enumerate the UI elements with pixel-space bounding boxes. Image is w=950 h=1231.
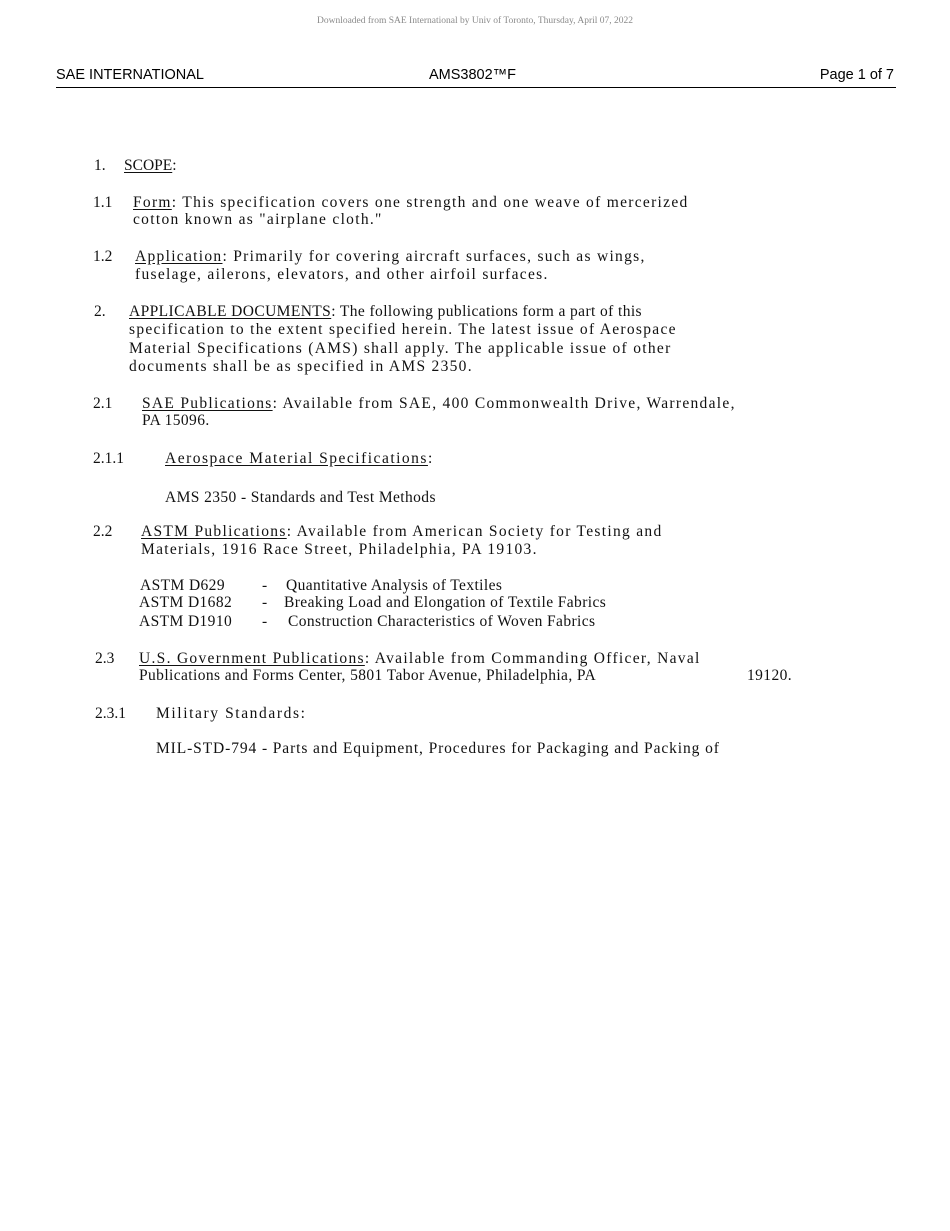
section-colon: : (172, 157, 177, 174)
paragraph-line: Material Specifications (AMS) shall apply. The applicable issue of other (129, 340, 672, 357)
astm-dash: - (262, 594, 269, 611)
header-doc-id: AMS3802™F (429, 67, 517, 83)
section-title: Application (135, 248, 223, 265)
section-number: 2.2 (93, 523, 113, 540)
paragraph-line: PA 15096. (142, 412, 210, 429)
astm-description: Breaking Load and Elongation of Textile Fabrics (284, 594, 607, 611)
section-title: SCOPE (124, 157, 173, 174)
astm-dash: - (262, 577, 269, 594)
paragraph-sae-publications (142, 395, 736, 413)
section-number: 2.1.1 (93, 450, 124, 467)
section-title: APPLICABLE DOCUMENTS (129, 303, 332, 320)
paragraph-line: : Available from SAE, 400 Commonwealth Drive, Warrendale, (272, 395, 736, 412)
paragraph-line: specification to the extent specified herein. The latest issue of Aerospace (129, 321, 677, 338)
paragraph-line: Materials, 1916 Race Street, Philadelphia, PA 19103. (141, 541, 538, 558)
paragraph-form (133, 194, 689, 212)
section-title: SAE Publications (142, 395, 273, 412)
section-number: 1.2 (93, 248, 113, 265)
paragraph-government-publications (139, 650, 701, 668)
document-list-item: AMS 2350 - Standards and Test Methods (165, 489, 436, 506)
subsection-heading-military-standards: Military Standards: (156, 705, 307, 722)
paragraph-astm-publications (141, 523, 663, 541)
paragraph-line: Publications and Forms Center, 5801 Tabor Avenue, Philadelphia, PA (139, 667, 597, 684)
section-number: 1.1 (93, 194, 113, 211)
header-rule (56, 87, 896, 88)
astm-dash: - (262, 613, 269, 630)
astm-code: ASTM D629 (140, 577, 225, 594)
subsection-heading-ams (165, 450, 434, 468)
paragraph-line: : Available from Commanding Officer, Naval (364, 650, 701, 667)
section-number: 2. (94, 303, 106, 320)
paragraph-line: : This specification covers one strength and one weave of mercerized (171, 194, 689, 211)
paragraph-line: : Available from American Society for Testing and (286, 523, 663, 540)
section-title: U.S. Government Publications (139, 650, 365, 667)
section-number: 1. (94, 157, 106, 174)
document-list-item: MIL-STD-794 - Parts and Equipment, Procedures for Packaging and Packing of (156, 740, 720, 757)
section-number: 2.3.1 (95, 705, 126, 722)
download-watermark: Downloaded from SAE International by Univ of Toronto, Thursday, April 07, 2022 (316, 16, 634, 26)
paragraph-line: cotton known as "airplane cloth." (133, 211, 383, 228)
section-number: 2.3 (95, 650, 115, 667)
section-heading-scope (124, 157, 177, 175)
paragraph-line: : The following publications form a part of this (331, 303, 642, 320)
section-colon: : (427, 450, 434, 467)
astm-code: ASTM D1910 (139, 613, 233, 630)
paragraph-applicable-documents (129, 303, 642, 321)
astm-description: Construction Characteristics of Woven Fabrics (288, 613, 596, 630)
section-title: Aerospace Material Specifications (165, 450, 428, 467)
section-title: Form (133, 194, 172, 211)
paragraph-line: fuselage, ailerons, elevators, and other airfoil surfaces. (135, 266, 549, 283)
paragraph-line-zip: 19120. (747, 667, 793, 684)
section-title: ASTM Publications (141, 523, 287, 540)
header-org: SAE INTERNATIONAL (56, 67, 204, 83)
paragraph-application (135, 248, 646, 266)
astm-description: Quantitative Analysis of Textiles (286, 577, 503, 594)
paragraph-line: documents shall be as specified in AMS 2350. (129, 358, 473, 375)
section-number: 2.1 (93, 395, 113, 412)
paragraph-line: : Primarily for covering aircraft surfaces, such as wings, (222, 248, 646, 265)
astm-code: ASTM D1682 (139, 594, 233, 611)
header-page-number: Page 1 of 7 (819, 67, 894, 83)
